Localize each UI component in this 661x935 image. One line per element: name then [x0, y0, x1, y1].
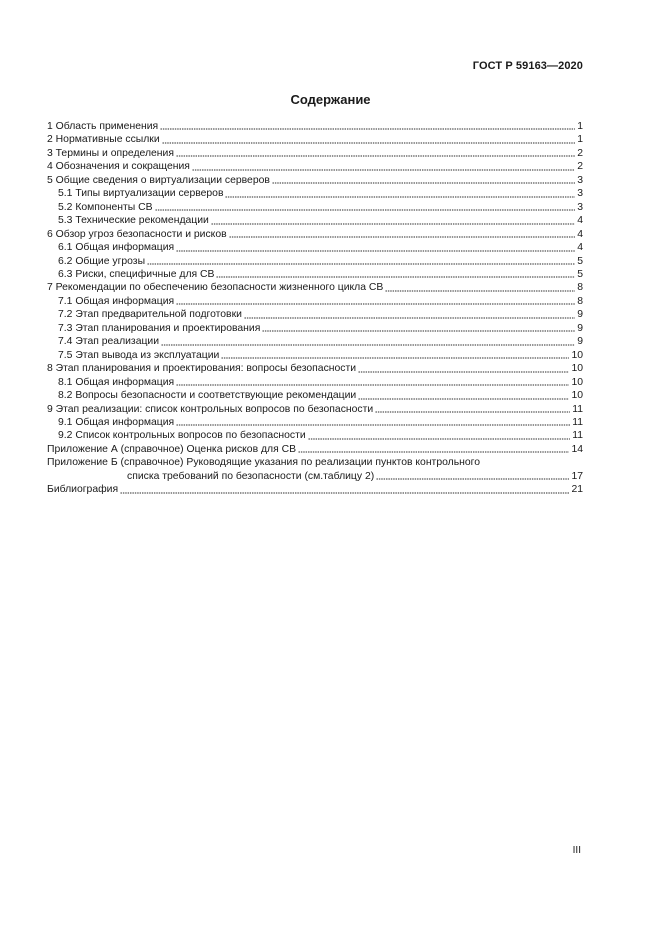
- toc-entry-appendix-b[interactable]: [47, 456, 583, 483]
- toc-entry-page: 3: [577, 201, 583, 213]
- dot-leader: [376, 478, 569, 480]
- toc-entry[interactable]: [47, 416, 583, 429]
- toc-entry-page: 3: [577, 188, 583, 200]
- toc-entry-page: 21: [571, 484, 583, 496]
- toc-entry-label: 3 Термины и определения: [47, 147, 174, 159]
- toc-entry[interactable]: [47, 187, 583, 200]
- toc-entry-label: 6.1 Общая информация: [58, 242, 175, 254]
- toc-entry-page: 4: [577, 215, 583, 227]
- toc-entry-label: 5.1 Типы виртуализации серверов: [58, 188, 224, 200]
- toc-entry[interactable]: [47, 403, 583, 416]
- toc-entry[interactable]: [47, 133, 583, 146]
- toc-entry[interactable]: [47, 241, 583, 254]
- toc-entry[interactable]: [47, 295, 583, 308]
- toc-entry-page: 3: [577, 174, 583, 186]
- toc-entry[interactable]: [47, 281, 583, 294]
- dot-leader: [216, 276, 575, 278]
- toc-entry-label: 5 Общие сведения о виртуализации серверов: [47, 174, 270, 186]
- toc-entry-page: 9: [577, 309, 583, 321]
- toc-entry-page: 11: [572, 416, 583, 428]
- dot-leader: [176, 155, 575, 157]
- document-code: ГОСТ Р 59163—2020: [472, 60, 583, 72]
- toc-entry-label: 7.3 Этап планирования и проектирования: [58, 322, 261, 334]
- dot-leader: [272, 182, 575, 184]
- dot-leader: [262, 330, 575, 332]
- toc-entry-page: 9: [577, 322, 583, 334]
- dot-leader: [155, 209, 575, 211]
- dot-leader: [225, 196, 575, 198]
- toc-entry-label: 2 Нормативные ссылки: [47, 134, 160, 146]
- dot-leader: [221, 357, 569, 359]
- dot-leader: [147, 263, 575, 265]
- toc-entry-bibliography[interactable]: [47, 483, 583, 496]
- table-of-contents: [47, 120, 583, 497]
- toc-entry-label: 7.5 Этап вывода из эксплуатации: [58, 349, 220, 361]
- toc-entry-label: Библиография: [47, 484, 119, 496]
- toc-entry-label: Приложение А (справочное) Оценка рисков для СВ: [47, 443, 297, 455]
- toc-entry-label: Приложение Б (справочное) Руководящие указания по реализации пунктов контрольного: [47, 457, 480, 469]
- toc-entry-label: 4 Обозначения и сокращения: [47, 161, 190, 173]
- dot-leader: [358, 371, 569, 373]
- toc-entry[interactable]: [47, 160, 583, 173]
- dot-leader: [358, 398, 569, 400]
- toc-entry[interactable]: [47, 362, 583, 375]
- page-number: III: [572, 845, 581, 856]
- toc-title: Содержание: [290, 92, 371, 107]
- toc-entry-page: 17: [571, 470, 583, 482]
- toc-entry[interactable]: [47, 147, 583, 160]
- toc-entry[interactable]: [47, 214, 583, 227]
- dot-leader: [308, 438, 571, 440]
- toc-entry-continuation: [47, 470, 583, 483]
- dot-leader: [385, 290, 575, 292]
- toc-entry-page: 9: [577, 336, 583, 348]
- toc-entry-label: 1 Область применения: [47, 121, 159, 132]
- toc-entry-label: 5.3 Технические рекомендации: [58, 215, 209, 227]
- dot-leader: [120, 492, 569, 494]
- toc-entry-page: 2: [577, 161, 583, 173]
- toc-entry-label: 6 Обзор угроз безопасности и рисков: [47, 228, 227, 240]
- toc-entry[interactable]: [47, 174, 583, 187]
- toc-entry-page: 2: [577, 147, 583, 159]
- dot-leader: [375, 411, 570, 413]
- toc-entry-page: 4: [577, 228, 583, 240]
- toc-entry-page: 1: [577, 134, 583, 146]
- toc-entry-page: 10: [571, 349, 583, 361]
- toc-entry-page: 11: [572, 403, 583, 415]
- dot-leader: [211, 223, 575, 225]
- toc-entry-page: 1: [577, 121, 583, 132]
- toc-entry[interactable]: [47, 120, 583, 133]
- toc-entry[interactable]: [47, 429, 583, 442]
- dot-leader: [176, 250, 575, 252]
- toc-entry-page: 8: [577, 282, 583, 294]
- toc-entry[interactable]: [47, 376, 583, 389]
- toc-entry[interactable]: [47, 335, 583, 348]
- dot-leader: [244, 317, 575, 319]
- toc-entry-label: 7.4 Этап реализации: [58, 336, 160, 348]
- dot-leader: [176, 303, 575, 305]
- dot-leader: [176, 384, 569, 386]
- dot-leader: [161, 344, 575, 346]
- toc-entry-page: 4: [577, 242, 583, 254]
- dot-leader: [192, 169, 575, 171]
- toc-entry-label: 6.2 Общие угрозы: [58, 255, 146, 267]
- toc-entry-label: 8.1 Общая информация: [58, 376, 175, 388]
- toc-entry-label: 8.2 Вопросы безопасности и соответствующие рекомендации: [58, 390, 357, 402]
- toc-entry-page: 5: [577, 255, 583, 267]
- toc-entry-page: 14: [571, 443, 583, 455]
- toc-entry[interactable]: [47, 443, 583, 456]
- dot-leader: [176, 424, 570, 426]
- toc-entry[interactable]: [47, 268, 583, 281]
- toc-entry-label: 9.2 Список контрольных вопросов по безопасности: [58, 430, 306, 442]
- toc-entry-label: 7.1 Общая информация: [58, 295, 175, 307]
- toc-entry[interactable]: [47, 322, 583, 335]
- toc-entry[interactable]: [47, 228, 583, 241]
- toc-entry-label: 8 Этап планирования и проектирования: вопросы безопасности: [47, 363, 357, 375]
- toc-entry-label: 7.2 Этап предварительной подготовки: [58, 309, 242, 321]
- toc-entry-label: 9.1 Общая информация: [58, 416, 175, 428]
- toc-entry[interactable]: [47, 389, 583, 402]
- dot-leader: [298, 451, 569, 453]
- toc-entry-page: 10: [571, 376, 583, 388]
- toc-entry-label: 7 Рекомендации по обеспечению безопасности жизненного цикла СВ: [47, 282, 384, 294]
- toc-entry-page: 10: [571, 363, 583, 375]
- toc-entry[interactable]: [47, 308, 583, 321]
- dot-leader: [160, 128, 575, 130]
- toc-items: [47, 120, 583, 456]
- toc-entry-label: списка требований по безопасности (см.таблицу 2): [127, 470, 375, 482]
- toc-entry-label: 5.2 Компоненты СВ: [58, 201, 153, 213]
- toc-entry[interactable]: [47, 349, 583, 362]
- toc-entry-label: 6.3 Риски, специфичные для СВ: [58, 268, 215, 280]
- dot-leader: [229, 236, 575, 238]
- toc-entry-page: 11: [572, 430, 583, 442]
- dot-leader: [162, 142, 575, 144]
- toc-entry[interactable]: [47, 255, 583, 268]
- toc-entry-page: 10: [571, 390, 583, 402]
- toc-entry-label: 9 Этап реализации: список контрольных вопросов по безопасности: [47, 403, 374, 415]
- toc-entry-page: 5: [577, 268, 583, 280]
- toc-entry-page: 8: [577, 295, 583, 307]
- toc-entry[interactable]: [47, 201, 583, 214]
